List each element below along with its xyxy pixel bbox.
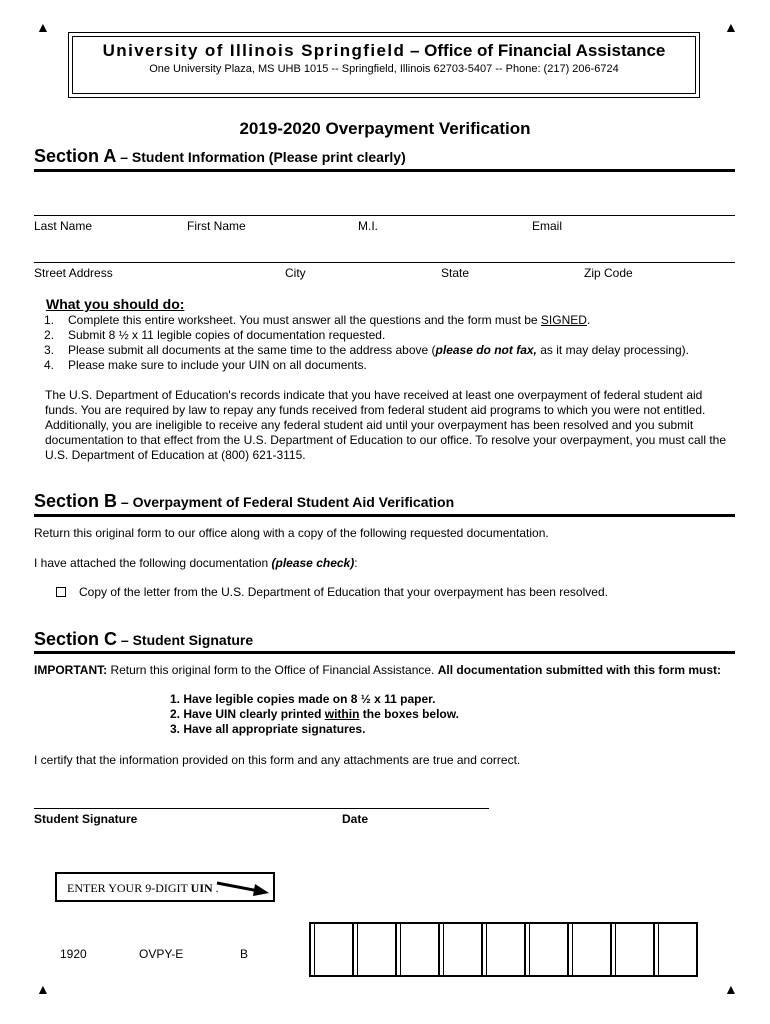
requirement-emphasis: within — [324, 707, 360, 721]
uin-prompt-box — [55, 872, 275, 902]
institution-address: One University Plaza, MS UHB 1015 -- Springfield, Illinois 62703-5407 -- Phone: (217) 206-6724 — [149, 63, 619, 75]
form-version-code: B — [240, 947, 249, 961]
date-label: Date — [342, 812, 369, 826]
city-label: City — [285, 266, 306, 280]
requirement-item — [170, 707, 459, 722]
uin-digit-box[interactable] — [483, 924, 526, 975]
signature-line[interactable] — [34, 808, 489, 809]
step-text-end: . — [586, 313, 591, 327]
step-text-end: as it may delay processing). — [536, 343, 689, 357]
step-number: 3. — [44, 343, 55, 357]
uin-digit-box[interactable] — [655, 924, 696, 975]
corner-mark-bottom-left: ▲ — [36, 981, 50, 997]
step-number: 1. — [44, 313, 55, 327]
section-a-rule — [34, 169, 735, 172]
university-name: University of Illinois Springfield — [102, 41, 406, 60]
section-c-letter: Section C — [34, 629, 118, 649]
row1-line — [34, 215, 735, 216]
certification-statement: I certify that the information provided on this form and any attachments are true and correct. — [34, 753, 521, 767]
step-number: 4. — [44, 358, 55, 372]
overpayment-explanation: The U.S. Department of Education's records indicate that you have received at least one overpayment of federal student aid funds. You are required by law to repay any funds received from federal student aid programs to which you were not entitled. Additionally, you are ineligible to receive any federal student aid until your overpayment has been resolved and you submit documentation to that effect from the U.S. Department of Education to our office. To resolve your overpayment, you must call the U.S. Department of Education at (800) 621-3115. — [45, 388, 727, 462]
last-name-label: Last Name — [34, 219, 93, 233]
uin-digit-box-inner-line — [400, 924, 401, 975]
uin-digit-box[interactable] — [440, 924, 483, 975]
requirement-item: 3. Have all appropriate signatures. — [170, 722, 366, 736]
uin-prompt-text — [67, 881, 219, 896]
uin-prompt-suffix: . — [212, 881, 219, 895]
section-c-heading — [34, 629, 253, 650]
section-b-subtitle: – Overpayment of Federal Student Aid Verification — [117, 494, 455, 510]
instruction-step — [34, 328, 734, 343]
requirements-list — [170, 692, 459, 737]
email-label: Email — [532, 219, 563, 233]
section-a-letter: Section A — [34, 146, 117, 166]
street-address-label: Street Address — [34, 266, 113, 280]
uin-digit-box[interactable] — [354, 924, 397, 975]
important-bold-text: All documentation submitted with this form must: — [437, 663, 722, 677]
important-label: IMPORTANT: — [34, 663, 108, 677]
section-b-heading — [34, 491, 454, 512]
section-c-subtitle: – Student Signature — [117, 632, 254, 648]
uin-digit-box-inner-line — [615, 924, 616, 975]
state-label: State — [441, 266, 470, 280]
form-title: 2019-2020 Overpayment Verification — [239, 119, 531, 138]
uin-digit-box[interactable] — [569, 924, 612, 975]
row2-line — [34, 262, 735, 263]
section-a-subtitle: – Student Information (Please print clearly) — [116, 149, 406, 165]
important-notice — [34, 663, 734, 678]
first-name-label: First Name — [187, 219, 246, 233]
office-name: – Office of Financial Assistance — [405, 41, 666, 60]
step-emphasis: SIGNED — [540, 313, 587, 327]
uin-digit-box-inner-line — [314, 924, 315, 975]
requirement-item: 1. Have legible copies made on 8 ½ x 11 paper. — [170, 692, 436, 706]
section-b-rule — [34, 514, 735, 517]
instruction-step — [34, 313, 734, 328]
uin-digit-box-inner-line — [572, 924, 573, 975]
corner-mark-top-left: ▲ — [36, 19, 50, 35]
uin-digit-box[interactable] — [311, 924, 354, 975]
instructions-list — [34, 313, 734, 373]
header-box — [68, 32, 700, 98]
uin-digit-box[interactable] — [397, 924, 440, 975]
uin-digit-box-inner-line — [486, 924, 487, 975]
section-b-instruction: Return this original form to our office along with a copy of the following requested documentation. — [34, 526, 549, 540]
section-b-letter: Section B — [34, 491, 118, 511]
arrow-right-icon — [212, 880, 271, 898]
student-signature-label: Student Signature — [34, 812, 138, 826]
form-type-code: OVPY-E — [139, 947, 184, 961]
section-a-heading — [34, 146, 406, 167]
important-text: Return this original form to the Office of Financial Assistance. — [107, 663, 438, 677]
institution-title — [69, 41, 699, 61]
instructions-heading: What you should do: — [46, 296, 185, 312]
step-text: Complete this entire worksheet. You must answer all the questions and the form must be — [68, 313, 541, 327]
uin-digit-box-inner-line — [658, 924, 659, 975]
uin-digit-box-inner-line — [443, 924, 444, 975]
step-number: 2. — [44, 328, 55, 342]
prompt-text: I have attached the following documentation — [34, 556, 272, 570]
step-text: Submit 8 ½ x 11 legible copies of documentation requested. — [68, 328, 386, 342]
step-text: Please make sure to include your UIN on all documents. — [68, 358, 367, 372]
resolution-letter-checkbox[interactable] — [56, 587, 66, 597]
uin-digit-box[interactable] — [526, 924, 569, 975]
middle-initial-label: M.I. — [358, 219, 378, 233]
zip-code-label: Zip Code — [584, 266, 633, 280]
resolution-letter-label: Copy of the letter from the U.S. Department of Education that your overpayment has been resolved. — [79, 585, 608, 599]
form-year-code: 1920 — [60, 947, 87, 961]
requirement-text: 2. Have UIN clearly printed — [170, 707, 325, 721]
section-c-rule — [34, 651, 735, 654]
instruction-step — [34, 343, 734, 358]
prompt-emphasis: (please check) — [271, 556, 355, 570]
uin-digit-box[interactable] — [612, 924, 655, 975]
step-text: Please submit all documents at the same time to the address above ( — [68, 343, 436, 357]
uin-digit-box-inner-line — [357, 924, 358, 975]
requirement-text-end: the boxes below. — [359, 707, 459, 721]
prompt-end: : — [354, 556, 358, 570]
uin-entry-grid — [309, 922, 698, 977]
attached-docs-prompt — [34, 556, 734, 571]
instruction-step — [34, 358, 734, 373]
uin-digit-box-inner-line — [529, 924, 530, 975]
uin-prompt-prefix: ENTER YOUR 9-DIGIT — [67, 881, 191, 895]
corner-mark-top-right: ▲ — [724, 19, 738, 35]
uin-prompt-bold: UIN — [190, 881, 213, 895]
corner-mark-bottom-right: ▲ — [724, 981, 738, 997]
step-emphasis: please do not fax, — [435, 343, 537, 357]
